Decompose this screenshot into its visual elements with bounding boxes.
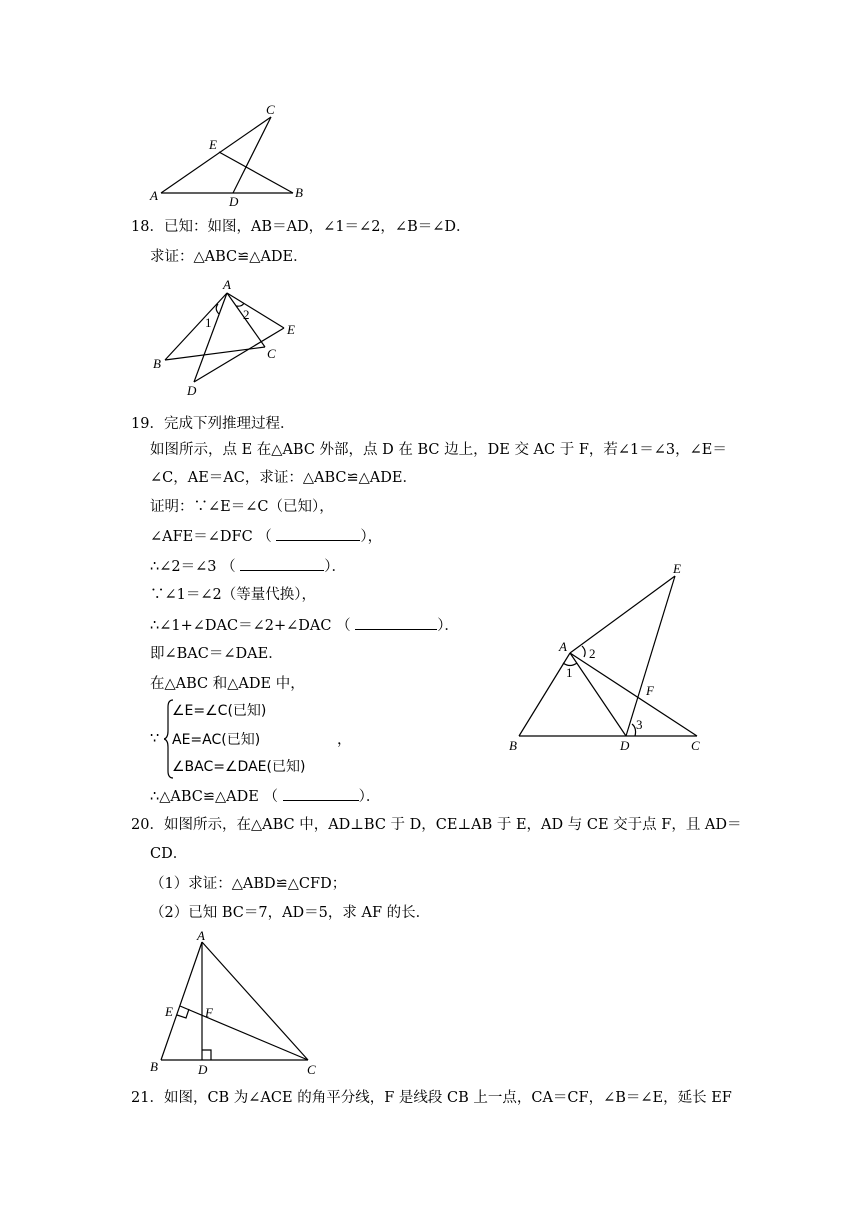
answer-blank-1[interactable]: [276, 526, 360, 541]
q19-proof-line2: [150, 526, 382, 547]
q20-sub2: （2）已知 BC＝7，AD＝5，求 AF 的长．: [150, 905, 431, 921]
q19-title: 19．完成下列推理过程．: [131, 416, 295, 432]
angle-3-label: 3: [636, 717, 643, 732]
label-c: C: [691, 738, 700, 753]
q20-line2: CD．: [150, 846, 188, 862]
because-symbol: ∵: [150, 731, 160, 747]
label-e: E: [165, 1004, 173, 1019]
q19-proof-line5-end: ）．: [437, 618, 459, 634]
figure-q17: [145, 100, 315, 210]
label-f: F: [646, 683, 654, 698]
q18-line2: 求证：△ABC≌△ADE．: [150, 249, 308, 265]
label-b: B: [295, 185, 303, 200]
label-c: C: [266, 102, 275, 117]
label-a: A: [150, 188, 158, 203]
answer-blank-3[interactable]: [355, 615, 437, 630]
q19-conclusion-end: ）．: [358, 789, 381, 805]
q19-proof-line7: 在△ABC 和△ADE 中，: [150, 676, 305, 692]
angle-2-label: 2: [589, 646, 596, 661]
q19-proof-line3: [150, 556, 346, 577]
q19-condition-system: [150, 699, 350, 779]
label-f: F: [205, 1005, 213, 1020]
figure-q20: [140, 928, 330, 1078]
q19-conclusion: [150, 786, 380, 807]
label-a: A: [197, 928, 205, 943]
q19-proof-line3-end: ）．: [324, 559, 346, 575]
label-d: D: [198, 1062, 208, 1077]
label-b: B: [153, 356, 161, 371]
q20-line1: 20．如图所示，在△ABC 中，AD⊥BC 于 D，CE⊥AB 于 E，AD 与 CE 交于点 F，且 AD＝: [131, 817, 742, 833]
q19-stem-line1: 如图所示，点 E 在△ABC 外部，点 D 在 BC 边上，DE 交 AC 于 F，若∠1＝∠3，∠E＝: [150, 442, 727, 458]
q19-proof-line2-text: ∠AFE＝∠DFC （: [150, 529, 277, 545]
q18-line1: 18．已知：如图，AB＝AD，∠1＝∠2，∠B＝∠D．: [131, 219, 471, 235]
label-a: A: [559, 639, 567, 654]
condition-3: ∠BAC=∠DAE(已知): [172, 759, 306, 775]
angle-1-label: 1: [566, 665, 573, 680]
q19-proof-line5: [150, 615, 459, 636]
q19-proof-line5-text: ∴∠1+∠DAC＝∠2+∠DAC （: [150, 618, 356, 634]
q21-line1: 21．如图，CB 为∠ACE 的角平分线，F 是线段 CB 上一点，CA＝CF，∠B＝∠E，延长 EF: [131, 1090, 732, 1106]
angle-2-label: 2: [243, 307, 250, 322]
answer-blank-2[interactable]: [240, 556, 324, 571]
label-e: E: [209, 137, 217, 152]
system-comma: ，: [337, 732, 352, 748]
label-d: D: [620, 738, 630, 753]
angle-1-label: 1: [205, 315, 212, 330]
q19-proof-line2-end: ），: [360, 529, 383, 545]
figure-q19: [498, 560, 718, 760]
label-d: D: [187, 383, 197, 398]
q19-proof-line4: ∵∠1＝∠2（等量代换），: [150, 587, 316, 603]
q19-proof-line3-text: ∴∠2＝∠3 （: [150, 559, 241, 575]
label-a: A: [223, 277, 231, 292]
condition-2: AE=AC(已知): [172, 732, 261, 748]
label-b: B: [150, 1059, 158, 1074]
label-c: C: [307, 1062, 316, 1077]
q19-proof-line6: 即∠BAC＝∠DAE．: [150, 646, 283, 662]
label-b: B: [509, 738, 517, 753]
label-e: E: [287, 322, 295, 337]
label-c: C: [267, 346, 276, 361]
label-e: E: [673, 561, 681, 576]
q19-stem-line2: ∠C，AE＝AC，求证：△ABC≌△ADE．: [150, 470, 417, 486]
q20-sub1: （1）求证：△ABD≌△CFD；: [150, 876, 347, 892]
answer-blank-4[interactable]: [283, 786, 359, 801]
q19-conclusion-text: ∴△ABC≌△ADE （: [150, 789, 283, 805]
q19-proof-line1: 证明：∵∠E＝∠C（已知），: [150, 499, 334, 515]
figure-q18: [148, 276, 318, 401]
condition-1: ∠E=∠C(已知): [172, 703, 267, 719]
label-d: D: [229, 194, 239, 209]
